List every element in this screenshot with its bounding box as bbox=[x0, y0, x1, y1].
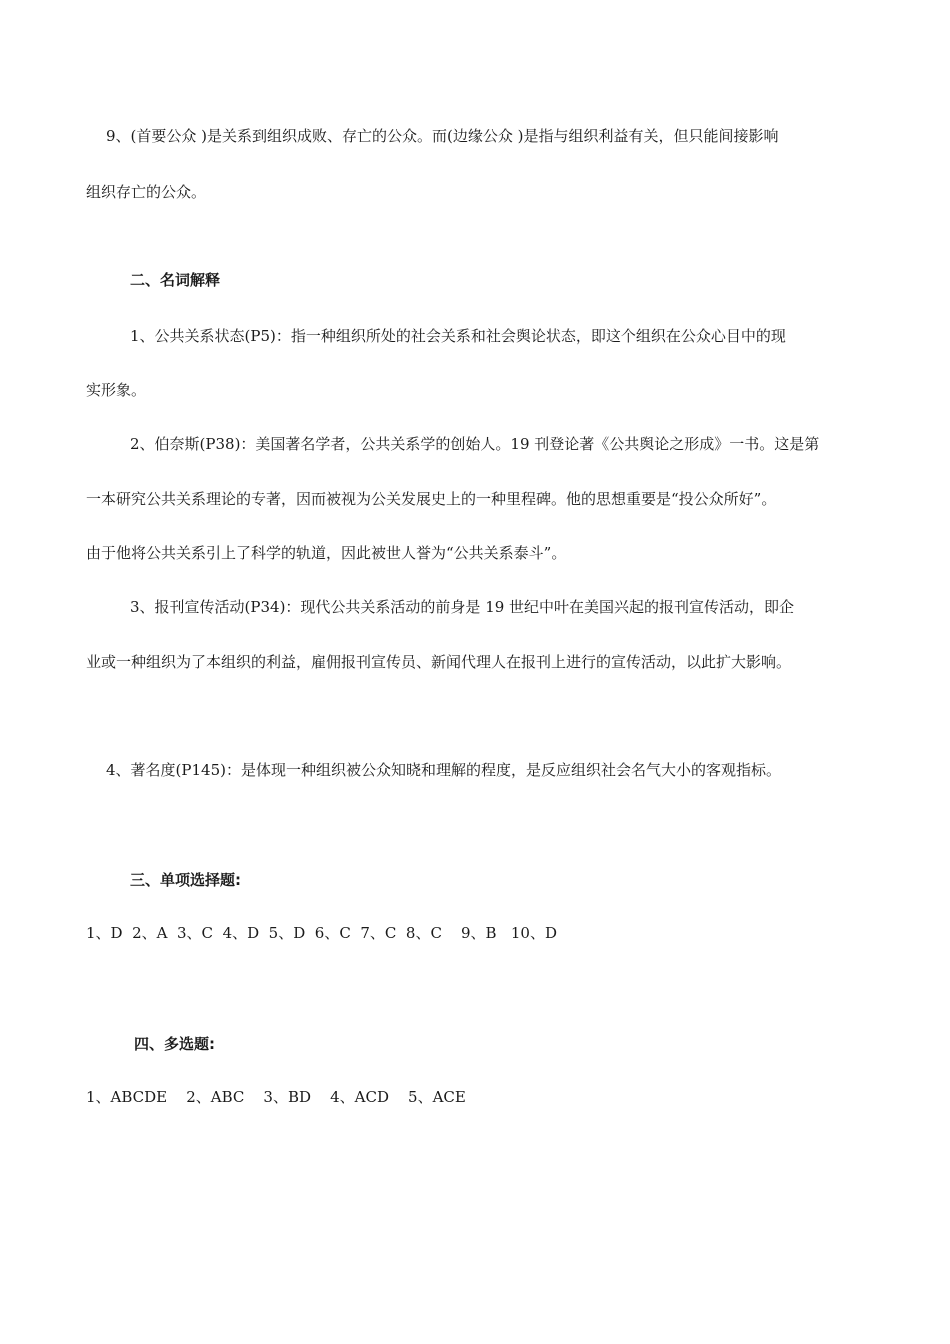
term-1-line-1: 1、公共关系状态(P5)：指一种组织所处的社会关系和社会舆论状态，即这个组织在公众心目中的现 bbox=[130, 327, 786, 345]
term-3-line-2: 业或一种组织为了本组织的利益，雇佣报刊宣传员、新闻代理人在报刊上进行的宣传活动，以此扩大影响。 bbox=[86, 653, 792, 671]
term-2-line-3: 由于他将公共关系引上了科学的轨道，因此被世人誉为“公共关系泰斗”。 bbox=[86, 544, 567, 562]
section-4-heading: 四、多选题: bbox=[134, 1035, 215, 1053]
term-2-line-1: 2、伯奈斯(P38)：美国著名学者，公共关系学的创始人。19 刊登论著《公共舆论之形成》一书。这是第 bbox=[130, 435, 820, 453]
term-4-line-1: 4、著名度(P145)：是体现一种组织被公众知晓和理解的程度，是反应组织社会名气大小的客观指标。 bbox=[106, 761, 781, 779]
q9-line-1: 9、(首要公众 )是关系到组织成败、存亡的公众。而(边缘公众 )是指与组织利益有关，但只能间接影响 bbox=[106, 127, 779, 145]
single-choice-answers: 1、D 2、A 3、C 4、D 5、D 6、C 7、C 8、C 9、B 10、D bbox=[86, 924, 557, 942]
q9-line-2: 组织存亡的公众。 bbox=[86, 183, 207, 201]
multiple-choice-answers: 1、ABCDE 2、ABC 3、BD 4、ACD 5、ACE bbox=[86, 1088, 466, 1106]
section-2-heading: 二、名词解释 bbox=[130, 271, 221, 289]
term-1-line-2: 实形象。 bbox=[86, 381, 147, 399]
term-2-line-2: 一本研究公共关系理论的专著，因而被视为公关发展史上的一种里程碑。他的思想重要是“投公众所好”。 bbox=[86, 490, 777, 508]
term-3-line-1: 3、报刊宣传活动(P34)：现代公共关系活动的前身是 19 世纪中叶在美国兴起的报刊宣传活动，即企 bbox=[130, 598, 795, 616]
section-3-heading: 三、单项选择题: bbox=[130, 871, 241, 889]
